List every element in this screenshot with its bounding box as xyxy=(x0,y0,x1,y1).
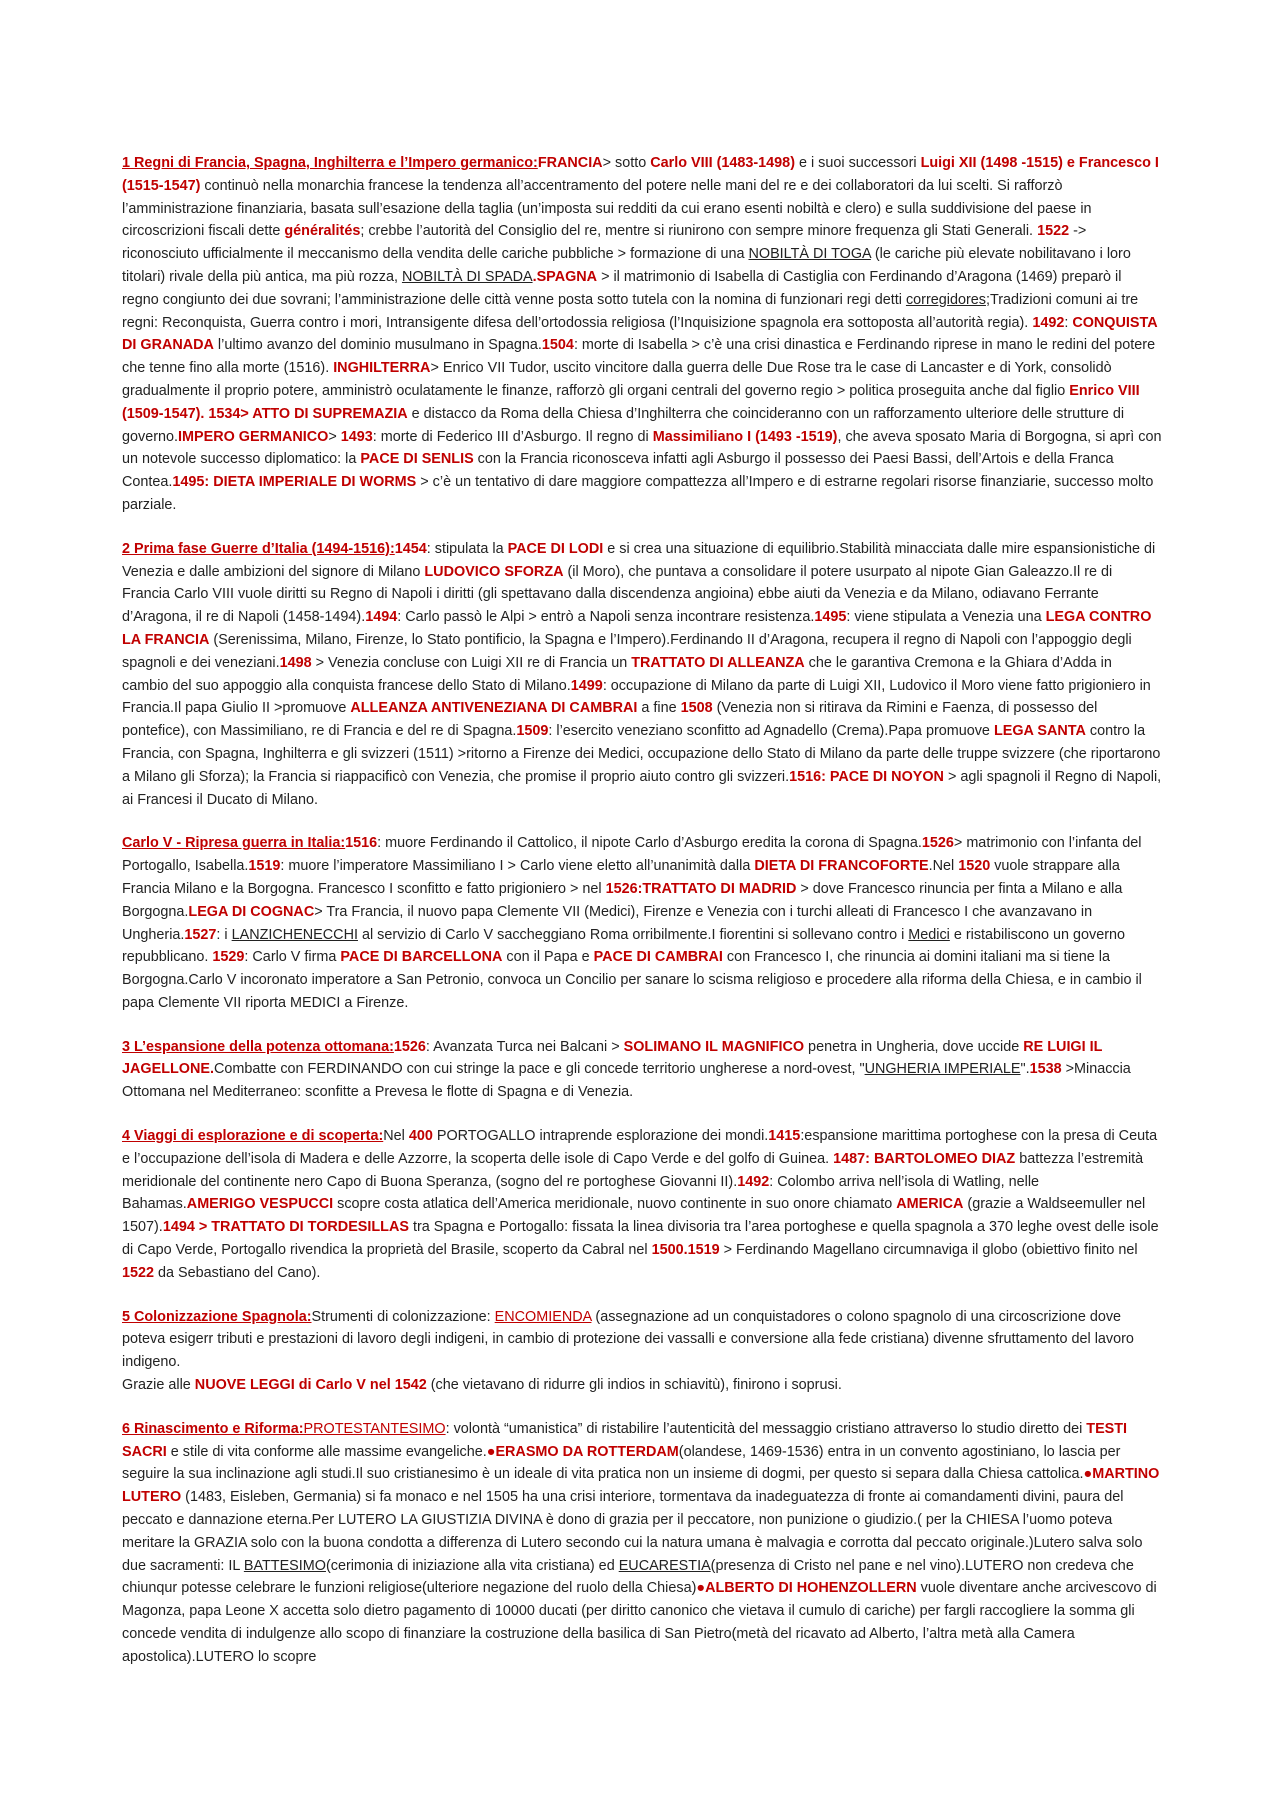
highlight-text: CONQUISTA DI GRANADA xyxy=(122,314,1158,354)
highlight-text: 1526 xyxy=(921,835,954,852)
body-text: Strumenti di colonizzazione: xyxy=(311,1308,495,1325)
section-title: Carlo V - Ripresa guerra in Italia: xyxy=(122,835,346,852)
highlight-text: 1498 xyxy=(279,654,312,671)
highlight-text: 1520 xyxy=(958,858,991,875)
highlight-text: 1499 xyxy=(570,677,603,694)
body-text: l’ultimo avanzo del dominio musulmano in Spagna. xyxy=(213,337,542,354)
highlight-text: Luigi XII (1498 -1515) e Francesco I (1515-1547) xyxy=(122,155,1159,194)
section-title: 1 Regni di Francia, Spagna, Inghilterra e l’Impero germanico: xyxy=(122,155,538,171)
section-title: 6 Rinascimento e Riforma: xyxy=(122,1420,304,1437)
body-text: : viene stipulata a Venezia una xyxy=(846,609,1046,626)
highlight-text: 1492 xyxy=(737,1173,770,1190)
highlight-text: 1527 xyxy=(184,926,217,943)
body-text: > Ferdinando Magellano circumnaviga il globo (obiettivo finito nel xyxy=(719,1242,1138,1259)
body-text: : Carlo passò le Alpi > entrò a Napoli senza incontrare resistenza. xyxy=(397,609,815,626)
body-text: continuò nella monarchia francese la tendenza all’accentramento del potere nelle mani del re e dei collaboratori da lui scelti. Si rafforzò l’amministrazione finanziaria, basata sull’esazione della taglia (un’imposta sui redditi da cui erano esenti nobiltà e clero) e sulla suddivisione del paese in circoscrizioni fiscali dette xyxy=(122,177,1092,240)
underlined-term: BATTESIMO xyxy=(243,1557,326,1574)
body-text: ; crebbe l’autorità del Consiglio del re, mentre si riunirono con sempre minore frequenza gli Stati Generali. xyxy=(360,223,1038,240)
underlined-term: LANZICHENECCHI xyxy=(231,926,358,943)
body-text: (cerimonia di iniziazione alla vita cristiana) ed xyxy=(325,1557,619,1574)
section-title: 4 Viaggi di esplorazione e di scoperta: xyxy=(122,1128,384,1145)
body-text: : Colombo arriva nell’isola di Watling, nelle Bahamas. xyxy=(122,1173,1040,1213)
body-text: (le cariche più elevate nobilitavano i loro titolari) rivale della più antica, ma più rozza, xyxy=(122,246,1131,285)
body-text: : i xyxy=(216,926,232,943)
highlight-text: INGHILTERRA xyxy=(333,360,431,377)
body-text: che le garantiva Cremona e la Ghiara d’Adda in cambio del suo appoggio alla conquista francese dello Stato di Milano. xyxy=(122,654,1112,694)
body-text: e stile di vita conforme alle massime evangeliche. xyxy=(166,1443,487,1460)
highlight-text: 1493 xyxy=(340,428,373,445)
highlight-text: MARTINO LUTERO xyxy=(122,1466,1160,1506)
highlight-text: LEGA CONTRO LA FRANCIA xyxy=(122,609,1152,648)
body-text: a fine xyxy=(637,700,681,717)
bullet-marker: ● xyxy=(696,1580,706,1597)
body-text: > Venezia concluse con Luigi XII re di Francia un xyxy=(311,654,632,671)
highlight-text: 1522 xyxy=(1037,223,1070,240)
highlight-text: généralités xyxy=(284,223,361,240)
body-text: tra Spagna e Portogallo: fissata la linea divisoria tra l’area portoghese e quella spagnola a 370 leghe ovest delle isole di Capo Verde, Portogallo rivendica la proprietà del Brasile, scoperto da Cabral nel xyxy=(122,1219,1159,1259)
bullet-marker: ● xyxy=(486,1443,496,1460)
body-text: al servizio di Carlo V saccheggiano Roma orribilmente.I fiorentini si sollevano contro i xyxy=(357,926,909,943)
body-text: con la Francia riconosceva infatti agli Asburgo il possesso dei Paesi Bassi, dell’Artois e della Franca Contea. xyxy=(122,451,1114,491)
highlight-text: PACE DI CAMBRAI xyxy=(593,949,723,966)
body-text: > il matrimonio di Isabella di Castiglia con Ferdinando d’Aragona (1469) preparò il regno congiunto dei due sovrani; l’amministrazione delle città venne posta sotto tutela con la nomina di funzionari regi detti xyxy=(122,268,1122,308)
highlight-text: LUDOVICO SFORZA xyxy=(424,563,564,580)
highlight-text: LEGA DI COGNAC xyxy=(188,903,315,920)
body-text: : Carlo V firma xyxy=(244,949,341,966)
highlight-text: RE LUIGI IL JAGELLONE. xyxy=(122,1038,1103,1078)
body-text: (Serenissima, Milano, Firenze, lo Stato pontificio, la Spagna e l’Impero).Ferdinando II d’Aragona, recupera il regno di Napoli con l’appoggio degli spagnoli e dei veneziani. xyxy=(122,631,1132,671)
body-text: : muore Ferdinando il Cattolico, il nipote Carlo d’Asburgo eredita la corona di Spagna. xyxy=(377,835,922,852)
underlined-term: EUCARESTIA xyxy=(618,1557,711,1574)
body-text: Nel xyxy=(383,1128,409,1145)
body-text: e distacco da Roma della Chiesa d’Inghilterra che coincideranno con un rafforzamento ulteriore delle strutture di governo. xyxy=(122,405,1125,445)
body-text: : morte di Federico III d’Asburgo. Il regno di xyxy=(372,428,653,445)
body-text: > c’è un tentativo di dare maggiore compattezza all’Impero e di estrarne regolari risorse finanziarie, successo molto parziale. xyxy=(122,474,1154,513)
highlight-text: FRANCIA xyxy=(537,155,603,171)
body-text: con Francesco I, che rinuncia ai domini italiani ma si tiene la Borgogna.Carlo V incoronato imperatore a San Petronio, convoca un Concilio per sanare lo scisma religioso e procedere alla riforma della Chiesa, e in cambio il papa Clemente VII riporta MEDICI a Firenze. xyxy=(122,949,1142,1011)
body-text: PORTOGALLO intraprende esplorazione dei mondi. xyxy=(432,1128,769,1145)
highlight-text: 1415 xyxy=(768,1128,801,1145)
highlight-text: Carlo VIII (1483-1498) xyxy=(650,155,795,171)
highlight-text: 1516: PACE DI NOYON xyxy=(789,768,944,785)
highlight-text: .SPAGNA xyxy=(532,268,598,285)
highlight-text: 1495: DIETA IMPERIALE DI WORMS xyxy=(172,474,417,491)
highlight-text: 1522 xyxy=(122,1264,155,1281)
bullet-marker: ● xyxy=(1083,1466,1093,1483)
underlined-term: Medici xyxy=(908,926,950,943)
body-text: : occupazione di Milano da parte di Luigi XII, Ludovico il Moro viene fatto prigioniero in Francia.Il papa Giulio II >promuove xyxy=(122,677,1151,717)
highlight-text: TESTI SACRI xyxy=(122,1420,1128,1460)
section-espansione-ottomana xyxy=(122,1036,1162,1104)
body-text: ". xyxy=(1020,1061,1030,1078)
body-text: > Enrico VII Tudor, uscito vincitore dalla guerra delle Due Rose tra le case di Lancaster e di York, consolidò gradualmente il proprio potere, amministrò oculatamente le finanze, rafforzò gli organi centrali del governo regio > politica proseguita anche dal figlio xyxy=(122,360,1112,399)
underlined-keyword: ENCOMIENDA xyxy=(494,1308,592,1325)
body-text: penetra in Ungheria, dove uccide xyxy=(804,1038,1024,1055)
section-title: 3 L’espansione della potenza ottomana: xyxy=(122,1038,394,1055)
body-text: e ristabiliscono un governo repubblicano. xyxy=(122,926,1126,966)
body-text: ;Tradizioni comuni ai tre regni: Reconquista, Guerra contro i mori, Intransigente difesa dell’ortodossia religiosa (l’Inquisizione spagnola era sottoposta all’autorità regia). xyxy=(122,291,1139,331)
body-text: :espansione marittima portoghese con la presa di Ceuta e l’occupazione dell’isola di Madera e delle Azzorre, la scoperta delle isole di Capo Verde e del golfo di Guinea. xyxy=(122,1128,1158,1167)
body-text: : morte di Isabella > c’è una crisi dinastica e Ferdinando riprese in mano le redini del potere che tenne fino alla morte (1516). xyxy=(122,337,1156,377)
body-text: -> riconosciuto ufficialmente il meccanismo della vendita delle cariche pubbliche > formazione di una xyxy=(122,223,1087,263)
section-carlo-v xyxy=(122,832,1162,1014)
body-text: (grazie a Waldseemuller nel 1507). xyxy=(122,1196,1146,1236)
highlight-text: 1487: BARTOLOMEO DIAZ xyxy=(833,1150,1016,1167)
body-text: vuole diventare anche arcivescovo di Magonza, papa Leone X accetta solo dietro pagamento di 10000 ducati (per diritto canonico che vietava il cumulo di cariche) per fargli raccogliere la somma gli concede vendita di indulgenze allo scopo di finanziare la costruzione della basilica di San Pietro(metà del ricavato ad Alberto, l’altra metà alla Camera apostolica).LUTERO lo scopre xyxy=(122,1580,1157,1665)
highlight-text: 1509 xyxy=(516,723,549,740)
body-text: : Avanzata Turca nei Balcani > xyxy=(425,1038,624,1055)
highlight-text: 1494 > TRATTATO DI TORDESILLAS xyxy=(162,1219,409,1236)
body-text: Combatte con FERDINANDO con cui stringe la pace e gli concede territorio ungherese a nord-ovest, " xyxy=(213,1061,865,1078)
body-text: : muore l’imperatore Massimiliano I > Carlo viene eletto all’unanimità dalla xyxy=(280,858,755,875)
body-text: (il Moro), che puntava a consolidare il potere usurpato al nipote Gian Galeazzo.Il re di Francia Carlo VIII vuole diritti su Regno di Napoli i diritti (gli spettavano dalla discendenza angioina) ebbe aiuti da Venezia e da Milano, odiavano Ferrante d’Aragona, il re di Napoli (1458-1494). xyxy=(122,563,1113,626)
underlined-term: NOBILTÀ DI SPADA xyxy=(401,268,533,285)
highlight-text: 1529 xyxy=(212,949,245,966)
highlight-text: 1494 xyxy=(365,609,398,626)
body-text: > sotto xyxy=(602,155,651,171)
body-text: : l’esercito veneziano sconfitto ad Agnadello (Crema).Papa promuove xyxy=(548,723,994,740)
highlight-text: PACE DI SENLIS xyxy=(360,451,474,468)
body-text: e i suoi successori xyxy=(794,155,921,171)
body-text: (presenza di Cristo nel pane e nel vino).LUTERO non credeva che chiunqur potesse celebrare le funzioni religiose(ulteriore negazione del ruolo della Chiesa) xyxy=(122,1557,1134,1597)
highlight-text: IMPERO GERMANICO xyxy=(178,428,329,445)
body-text: .Nel xyxy=(928,858,959,875)
highlight-text: PACE DI BARCELLONA xyxy=(340,949,503,966)
highlight-text: 1495 xyxy=(814,609,847,626)
body-text: contro la Francia, con Spagna, Inghilterra e gli svizzeri (1511) >ritorno a Firenze dei Medici, occupazione dello Stato di Milano da parte delle truppe svizzere (che riportarono a Milano gli Sforza); la Francia si riappacificò con Venezia, che promise il proprio aiuto contro gli svizzeri. xyxy=(122,723,1161,785)
body-text: (Venezia non si ritirava da Rimini e Faenza, di possesso del pontefice), con Massimiliano, re di Francia e del re di Spagna. xyxy=(122,700,1098,740)
highlight-text: 1516 xyxy=(345,835,378,852)
section-title: 5 Colonizzazione Spagnola: xyxy=(122,1308,312,1325)
body-text: > Tra Francia, il nuovo papa Clemente VII (Medici), Firenze e Venezia con i turchi alleati di Francesco I che avanzavano in Ungheria. xyxy=(122,903,1093,943)
underlined-keyword: PROTESTANTESIMO xyxy=(303,1420,446,1437)
highlight-text: 1504 xyxy=(541,337,574,354)
highlight-text: 400 xyxy=(408,1128,433,1145)
body-text: (che vietavano di ridurre gli indios in schiavitù), finirono i soprusi. xyxy=(426,1377,842,1394)
body-text: , che aveva sposato Maria di Borgogna, si aprì con un notevole successo diplomatico: la xyxy=(122,428,1162,468)
highlight-text: 1508 xyxy=(680,700,713,717)
highlight-text: 1500.1519 xyxy=(651,1242,720,1259)
highlight-text: NUOVE LEGGI di Carlo V nel 1542 xyxy=(194,1377,427,1394)
body-text: > agli spagnoli il Regno di Napoli, ai Francesi il Ducato di Milano. xyxy=(122,768,1162,808)
highlight-text: 1519 xyxy=(248,858,281,875)
body-text: (assegnazione ad un conquistadores o colono spagnolo di una circoscrizione dove poteva esigerr tributi e prestazioni di lavoro degli indigeni, in cambio di protezione dei vassalli e conversione alla fede cristiana) divenne sfruttamento del lavoro indigeno. xyxy=(122,1308,1134,1371)
underlined-term: NOBILTÀ DI TOGA xyxy=(748,246,871,263)
body-text: scopre costa atlatica dell’America meridionale, nuovo continente in suo onore chiamato xyxy=(333,1196,897,1213)
highlight-text: Enrico VIII (1509-1547). 1534> ATTO DI SUPREMAZIA xyxy=(122,382,1140,422)
highlight-text: 1492 xyxy=(1032,314,1065,331)
highlight-text: TRATTATO DI ALLEANZA xyxy=(631,654,805,671)
body-text: con il Papa e xyxy=(502,949,594,966)
highlight-text: AMERIGO VESPUCCI xyxy=(186,1196,334,1213)
highlight-text: 1526:TRATTATO DI MADRID xyxy=(605,880,797,897)
body-text: > dove Francesco rinuncia per finta a Milano e alla Borgogna. xyxy=(122,880,1123,920)
section-title: 2 Prima fase Guerre d’Italia (1494-1516): xyxy=(122,540,395,557)
body-text: vuole strappare alla Francia Milano e la Borgogna. Francesco I sconfitto e fatto prigioniero > nel xyxy=(122,858,1120,897)
highlight-text: 1454 xyxy=(394,540,427,557)
body-text: > xyxy=(328,428,341,445)
body-text: >Minaccia Ottomana nel Mediterraneo: sconfitte a Prevesa le flotte di Spagna e di Venezia. xyxy=(122,1061,1131,1101)
highlight-text: ALLEANZA ANTIVENEZIANA DI CAMBRAI xyxy=(350,700,638,717)
highlight-text: ERASMO DA ROTTERDAM xyxy=(495,1443,679,1460)
highlight-text: 1538 xyxy=(1029,1061,1062,1078)
section-colonizzazione-spagnola xyxy=(122,1306,1162,1397)
highlight-text: 1526 xyxy=(393,1038,426,1055)
body-text: : xyxy=(1064,314,1073,331)
underlined-term: UNGHERIA IMPERIALE xyxy=(864,1061,1021,1078)
section-guerre-italia xyxy=(122,538,1162,812)
body-text: battezza l’estremità meridionale del continente nero Capo di Buona Speranza, (sogno del re portoghese Giovanni II). xyxy=(122,1150,1144,1190)
highlight-text: LEGA SANTA xyxy=(993,723,1086,740)
highlight-text: PACE DI LODI xyxy=(507,540,604,557)
body-text: : volontà “umanistica” di ristabilire l’autenticità del messaggio cristiano attraverso lo studio diretto dei xyxy=(445,1420,1087,1437)
highlight-text: ALBERTO DI HOHENZOLLERN xyxy=(705,1580,917,1597)
highlight-text: AMERICA xyxy=(896,1196,964,1213)
underlined-term: corregidores xyxy=(905,291,986,308)
section-rinascimento-riforma xyxy=(122,1418,1162,1669)
body-text: > matrimonio con l’infanta del Portogallo, Isabella. xyxy=(122,835,1142,875)
highlight-text: SOLIMANO IL MAGNIFICO xyxy=(623,1038,805,1055)
body-text: Grazie alle xyxy=(122,1377,195,1394)
body-text: (olandese, 1469-1536) entra in un convento agostiniano, lo lascia per seguire la sua inclinazione agli studi.Il suo cristianesimo è un ideale di vita pratica non un insieme di dogmi, per questo si separa dalla Chiesa cattolica. xyxy=(122,1443,1121,1483)
body-text: : stipulata la xyxy=(426,540,508,557)
highlight-text: DIETA DI FRANCOFORTE xyxy=(754,858,929,875)
highlight-text: Massimiliano I (1493 -1519) xyxy=(652,428,838,445)
section-viaggi-esplorazione xyxy=(122,1125,1162,1285)
body-text: (1483, Eisleben, Germania) si fa monaco e nel 1505 ha una crisi interiore, tormentava da inadeguatezza di fronte ai comandamenti divini, paura del peccato e dannazione eterna.Per LUTERO LA GIUSTIZIA DIVINA è dono di grazia per il peccatore, non punizione o giudizio.( per la CHIESA l’uomo poteva meritare la GRAZIA solo con la buona condotta a differenza di Lutero secondo cui la natura umana è malvagia e corrotta dal peccato originale.)Lutero salva solo due sacramenti: IL xyxy=(122,1489,1143,1574)
body-text: e si crea una situazione di equilibrio.Stabilità minacciata dalle mire espansionistiche di Venezia e dalle ambizioni del signore di Milano xyxy=(122,540,1156,580)
section-regni xyxy=(122,152,1162,517)
body-text: da Sebastiano del Cano). xyxy=(154,1264,321,1281)
